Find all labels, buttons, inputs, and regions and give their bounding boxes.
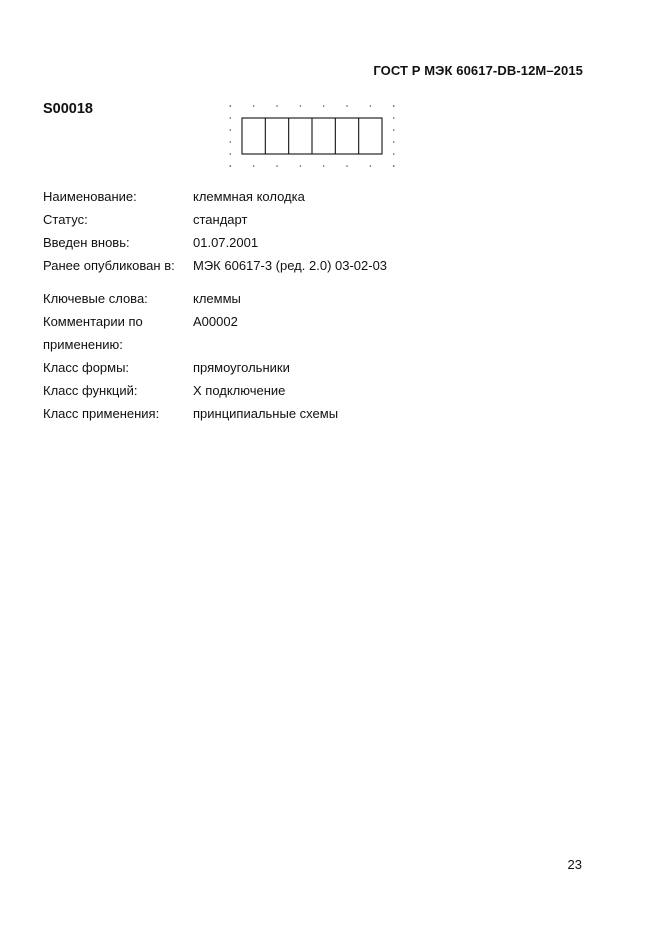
field-list [43, 185, 387, 425]
grid-dot [323, 105, 325, 107]
field-row-shape-class [43, 356, 387, 379]
field-value: клеммная колодка [193, 189, 305, 204]
grid-dot [393, 165, 395, 167]
field-label: Класс функций: [43, 383, 138, 398]
grid-dot [253, 165, 255, 167]
grid-dot [230, 153, 232, 155]
field-row-introduced [43, 231, 387, 254]
grid-dot [346, 165, 348, 167]
grid-dot [300, 165, 302, 167]
field-value: X подключение [193, 383, 286, 398]
grid-dot [230, 117, 232, 119]
field-value: прямоугольники [193, 360, 290, 375]
symbol-code-title: S00018 [43, 101, 93, 117]
grid-dot [276, 105, 278, 107]
field-label: Введен вновь: [43, 235, 130, 250]
field-value: МЭК 60617-3 (ред. 2.0) 03-02-03 [193, 258, 388, 273]
field-label [43, 310, 193, 356]
field-value: принципиальные схемы [193, 406, 339, 421]
field-label: Статус: [43, 212, 88, 227]
group-spacer [43, 277, 387, 287]
grid-dot [370, 105, 372, 107]
grid-dot [393, 117, 395, 119]
field-value: 01.07.2001 [193, 235, 259, 250]
field-value: клеммы [193, 291, 241, 306]
field-row-name [43, 185, 387, 208]
grid-dot [393, 153, 395, 155]
field-row-status [43, 208, 387, 231]
grid-dot [370, 165, 372, 167]
field-label: Класс формы: [43, 360, 130, 375]
field-label: Класс применения: [43, 406, 160, 421]
field-label: Ключевые слова: [43, 291, 148, 306]
field-row-application-notes [43, 310, 387, 356]
grid-dot [393, 129, 395, 131]
field-label: Наименование: [43, 189, 137, 204]
grid-dot [230, 141, 232, 143]
page-number: 23 [567, 857, 582, 872]
grid-dot [393, 141, 395, 143]
terminal-strip-symbol-icon [224, 100, 404, 170]
field-row-previously-published [43, 254, 387, 277]
grid-dot [230, 105, 232, 107]
field-row-application-class [43, 402, 387, 425]
grid-dot [323, 165, 325, 167]
grid-dot [300, 105, 302, 107]
field-row-function-class [43, 379, 387, 402]
grid-dot [393, 105, 395, 107]
field-value: A00002 [193, 314, 238, 329]
grid-dot [253, 105, 255, 107]
field-label-text: Комментарии по применению: [43, 314, 143, 352]
document-code-header: ГОСТ Р МЭК 60617-DB-12M–2015 [373, 63, 583, 78]
field-row-keywords [43, 287, 387, 310]
field-label: Ранее опубликован в: [43, 258, 175, 273]
field-value: стандарт [193, 212, 248, 227]
grid-dot [230, 165, 232, 167]
grid-dot [230, 129, 232, 131]
grid-dot [346, 105, 348, 107]
grid-dot [276, 165, 278, 167]
